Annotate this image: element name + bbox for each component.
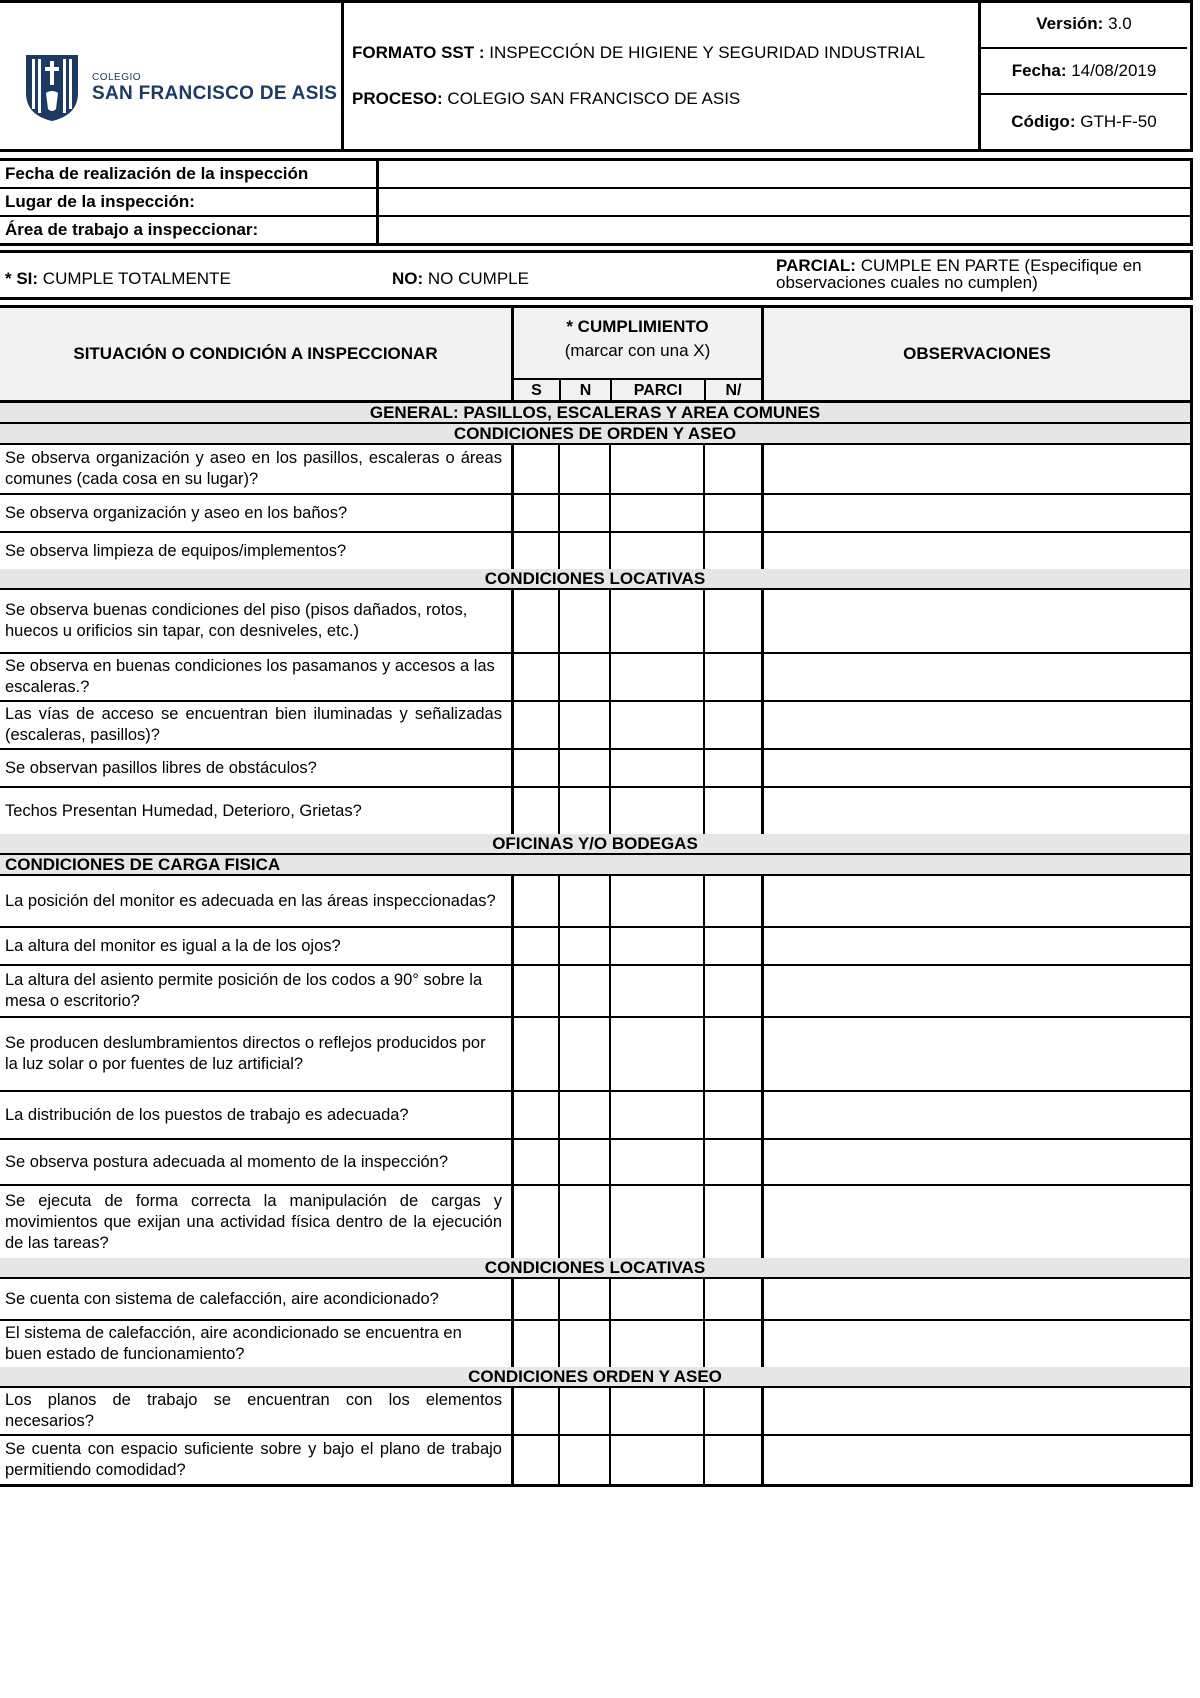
question-text: La distribución de los puestos de trabajo es adecuada? <box>5 1105 409 1124</box>
col-compliance <box>514 308 764 400</box>
cell-observations[interactable] <box>761 1436 1193 1484</box>
table-row <box>0 876 1190 928</box>
cell-parcial[interactable] <box>609 1140 705 1184</box>
cell-si[interactable] <box>511 654 561 700</box>
row-question <box>5 1388 502 1434</box>
cell-na[interactable] <box>703 1140 763 1184</box>
school-logo <box>22 53 337 123</box>
table-row <box>0 1388 1190 1436</box>
section-oficinas: OFICINAS Y/O BODEGAS <box>0 834 1190 855</box>
format-label: FORMATO SST : <box>352 43 485 62</box>
row-question <box>5 495 502 531</box>
legend-parcial-label: PARCIAL: <box>776 256 856 275</box>
subcol-s: S <box>514 380 561 402</box>
cell-observations[interactable] <box>761 1018 1193 1090</box>
cell-observations[interactable] <box>761 966 1193 1016</box>
cell-parcial[interactable] <box>609 788 705 834</box>
cell-na[interactable] <box>703 654 763 700</box>
question-text: Se cuenta con sistema de calefacción, aire acondicionado? <box>5 1289 439 1308</box>
section-locativas-2: CONDICIONES LOCATIVAS <box>0 1258 1190 1279</box>
section-carga-fisica: CONDICIONES DE CARGA FISICA <box>0 855 1190 876</box>
group-orden-aseo-2 <box>0 1388 1190 1484</box>
cell-observations[interactable] <box>761 1140 1193 1184</box>
version-label: Versión: <box>1036 14 1104 33</box>
table-row <box>0 1018 1190 1092</box>
question-text: Se observa postura adecuada al momento de la inspección? <box>5 1152 449 1171</box>
compliance-title: * CUMPLIMIENTO <box>566 317 709 336</box>
cell-no[interactable] <box>558 876 611 926</box>
form-header <box>0 0 1193 152</box>
table-row <box>0 702 1190 750</box>
logo-small-text: COLEGIO <box>92 71 142 83</box>
cell-observations[interactable] <box>761 1186 1193 1258</box>
group-locativas-2 <box>0 1279 1190 1367</box>
row-question <box>5 445 502 493</box>
cell-si[interactable] <box>511 1436 561 1484</box>
subcol-n: N <box>561 380 612 402</box>
table-row <box>0 966 1190 1018</box>
cell-no[interactable] <box>558 928 611 964</box>
question-text: Techos Presentan Humedad, Deterioro, Grietas? <box>5 801 362 820</box>
cell-parcial[interactable] <box>609 590 705 652</box>
info-label: Área de trabajo a inspeccionar: <box>5 220 259 239</box>
table-row <box>0 750 1190 788</box>
cell-observations[interactable] <box>761 1279 1193 1319</box>
col-situation: SITUACIÓN O CONDICIÓN A INSPECCIONAR <box>0 308 514 400</box>
cell-si[interactable] <box>511 928 561 964</box>
cell-na[interactable] <box>703 1321 763 1367</box>
cell-no[interactable] <box>558 788 611 834</box>
cell-na[interactable] <box>703 590 763 652</box>
row-question <box>5 1321 502 1367</box>
section-orden-aseo: CONDICIONES DE ORDEN Y ASEO <box>0 424 1190 445</box>
cell-no[interactable] <box>558 654 611 700</box>
cell-parcial[interactable] <box>609 966 705 1016</box>
process-line <box>352 89 740 109</box>
cell-na[interactable] <box>703 788 763 834</box>
cell-observations[interactable] <box>761 1321 1193 1367</box>
row-question <box>5 750 502 786</box>
cell-observations[interactable] <box>761 533 1193 569</box>
inspection-date-field[interactable] <box>376 161 1190 187</box>
cell-na[interactable] <box>703 495 763 531</box>
cell-na[interactable] <box>703 1279 763 1319</box>
cell-parcial[interactable] <box>609 1321 705 1367</box>
cell-observations[interactable] <box>761 590 1193 652</box>
inspection-info <box>0 158 1193 246</box>
cell-si[interactable] <box>511 590 561 652</box>
cell-observations[interactable] <box>761 702 1193 748</box>
table-row <box>0 1140 1190 1186</box>
cell-na[interactable] <box>703 876 763 926</box>
cell-observations[interactable] <box>761 750 1193 786</box>
legend-no <box>392 269 529 289</box>
legend-no-label: NO: <box>392 269 424 288</box>
code-box <box>981 95 1187 149</box>
cell-parcial[interactable] <box>609 1186 705 1258</box>
cell-na[interactable] <box>703 445 763 493</box>
cell-parcial[interactable] <box>609 654 705 700</box>
cell-si[interactable] <box>511 1321 561 1367</box>
table-header <box>0 308 1190 403</box>
question-text: Se ejecuta de forma correcta la manipulación de cargas y movimientos que exijan una actividad física dentro de la ejecución de las tareas? <box>5 1191 502 1252</box>
cell-na[interactable] <box>703 1092 763 1138</box>
legend-parcial-text: CUMPLE EN PARTE (Especifique en observaciones cuales no cumplen) <box>776 256 1142 292</box>
cell-na[interactable] <box>703 928 763 964</box>
cell-parcial[interactable] <box>609 876 705 926</box>
cell-si[interactable] <box>511 495 561 531</box>
logo-text <box>92 72 337 105</box>
table-row <box>0 788 1190 834</box>
format-line <box>352 43 925 63</box>
cell-si[interactable] <box>511 1186 561 1258</box>
cell-no[interactable] <box>558 1321 611 1367</box>
legend-no-text: NO CUMPLE <box>427 269 529 288</box>
cell-no[interactable] <box>558 702 611 748</box>
row-question <box>5 533 502 569</box>
legend-si <box>5 269 231 289</box>
table-row <box>0 654 1190 702</box>
cell-observations[interactable] <box>761 1388 1193 1434</box>
row-question <box>5 1279 502 1319</box>
info-label: Fecha de realización de la inspección <box>5 164 309 183</box>
question-text: Se observa organización y aseo en los baños? <box>5 503 348 522</box>
format-value: INSPECCIÓN DE HIGIENE Y SEGURIDAD INDUSTRIAL <box>489 43 926 62</box>
row-question <box>5 1436 502 1484</box>
cell-observations[interactable] <box>761 445 1193 493</box>
cell-si[interactable] <box>511 788 561 834</box>
cell-si[interactable] <box>511 445 561 493</box>
cell-na[interactable] <box>703 966 763 1016</box>
cell-na[interactable] <box>703 1436 763 1484</box>
cell-no[interactable] <box>558 1140 611 1184</box>
table-row <box>0 1436 1190 1484</box>
process-label: PROCESO: <box>352 89 443 108</box>
subcol-parcial: PARCI <box>612 380 706 402</box>
row-question <box>5 966 502 1016</box>
row-question <box>5 590 502 652</box>
cell-parcial[interactable] <box>609 1092 705 1138</box>
row-question <box>5 1092 502 1138</box>
cell-parcial[interactable] <box>609 1018 705 1090</box>
cell-observations[interactable] <box>761 654 1193 700</box>
question-text: La posición del monitor es adecuada en las áreas inspeccionadas? <box>5 891 496 910</box>
cell-observations[interactable] <box>761 928 1193 964</box>
row-question <box>5 654 502 700</box>
cell-si[interactable] <box>511 1279 561 1319</box>
section-locativas: CONDICIONES LOCATIVAS <box>0 569 1190 590</box>
cell-no[interactable] <box>558 1436 611 1484</box>
cell-na[interactable] <box>703 702 763 748</box>
table-row <box>0 495 1190 533</box>
section-general: GENERAL: PASILLOS, ESCALERAS Y AREA COMUNES <box>0 403 1190 424</box>
question-text: Se cuenta con espacio suficiente sobre y bajo el plano de trabajo permitiendo comodidad? <box>5 1440 502 1479</box>
info-label: Lugar de la inspección: <box>5 192 195 211</box>
table-row <box>0 928 1190 966</box>
compliance-hint: (marcar con una X) <box>564 341 711 360</box>
section-orden-aseo-2: CONDICIONES ORDEN Y ASEO <box>0 1367 1190 1388</box>
date-box <box>981 49 1187 95</box>
cell-na[interactable] <box>703 1186 763 1258</box>
cell-si[interactable] <box>511 1018 561 1090</box>
row-question <box>5 928 502 964</box>
cell-no[interactable] <box>558 750 611 786</box>
cell-parcial[interactable] <box>609 928 705 964</box>
cell-no[interactable] <box>558 495 611 531</box>
cell-parcial[interactable] <box>609 1388 705 1434</box>
question-text: La altura del asiento permite posición de los codos a 90° sobre la mesa o escritorio? <box>5 971 483 1010</box>
logo-cell <box>0 3 344 149</box>
table-row <box>0 1321 1190 1367</box>
date-label: Fecha: <box>1011 61 1067 80</box>
row-question <box>5 788 502 834</box>
legend-si-text: CUMPLE TOTALMENTE <box>42 269 231 288</box>
cell-no[interactable] <box>558 1279 611 1319</box>
cell-si[interactable] <box>511 533 561 569</box>
cell-si[interactable] <box>511 750 561 786</box>
cell-no[interactable] <box>558 590 611 652</box>
group-locativas <box>0 590 1190 834</box>
shield-icon <box>22 53 82 123</box>
table-row <box>0 1279 1190 1321</box>
row-question <box>5 1140 502 1184</box>
info-row-place <box>0 189 1190 217</box>
cell-si[interactable] <box>511 702 561 748</box>
table-row <box>0 533 1190 569</box>
cell-no[interactable] <box>558 1092 611 1138</box>
info-row-area <box>0 217 1190 243</box>
code-value: GTH-F-50 <box>1080 112 1157 131</box>
cell-parcial[interactable] <box>609 1436 705 1484</box>
table-row <box>0 1092 1190 1140</box>
table-row <box>0 590 1190 654</box>
version-cell <box>981 3 1187 149</box>
cell-observations[interactable] <box>761 876 1193 926</box>
subcol-na: N/ <box>725 382 742 399</box>
cell-na[interactable] <box>703 533 763 569</box>
question-text: Se observa buenas condiciones del piso (pisos dañados, rotos, huecos u orificios sin tapar, con desniveles, etc.) <box>5 601 468 640</box>
process-value: COLEGIO SAN FRANCISCO DE ASIS <box>447 89 741 108</box>
code-label: Código: <box>1011 112 1076 131</box>
cell-na[interactable] <box>703 1018 763 1090</box>
cell-na[interactable] <box>703 1388 763 1434</box>
compliance-legend <box>0 250 1193 300</box>
question-text: Los planos de trabajo se encuentran con los elementos necesarios? <box>5 1391 502 1430</box>
cell-observations[interactable] <box>761 788 1193 834</box>
logo-school-name: SAN FRANCISCO DE ASIS <box>92 82 338 104</box>
legend-si-label: * SI: <box>5 269 39 288</box>
legend-parcial <box>776 257 1186 291</box>
version-box <box>981 3 1187 49</box>
question-text: Las vías de acceso se encuentran bien iluminadas y señalizadas (escaleras, pasillos)? <box>5 705 502 744</box>
cell-na[interactable] <box>703 750 763 786</box>
cell-si[interactable] <box>511 966 561 1016</box>
cell-no[interactable] <box>558 1186 611 1258</box>
cell-no[interactable] <box>558 966 611 1016</box>
info-row-date <box>0 161 1190 189</box>
table-row <box>0 445 1190 495</box>
cell-parcial[interactable] <box>609 750 705 786</box>
cell-observations[interactable] <box>761 1092 1193 1138</box>
cell-parcial[interactable] <box>609 533 705 569</box>
col-observations: OBSERVACIONES <box>903 344 1051 363</box>
question-text: Se observan pasillos libres de obstáculos? <box>5 758 317 777</box>
cell-parcial[interactable] <box>609 445 705 493</box>
inspection-table <box>0 305 1193 1487</box>
question-text: La altura del monitor es igual a la de los ojos? <box>5 936 341 955</box>
cell-parcial[interactable] <box>609 495 705 531</box>
cell-si[interactable] <box>511 1092 561 1138</box>
version-value: 3.0 <box>1108 14 1132 33</box>
row-question <box>5 702 502 748</box>
cell-no[interactable] <box>558 1018 611 1090</box>
question-text: Se observa en buenas condiciones los pasamanos y accesos a las escaleras.? <box>5 657 495 696</box>
table-row <box>0 1186 1190 1258</box>
compliance-subcols <box>514 378 761 402</box>
inspection-place-field[interactable] <box>376 189 1190 215</box>
cell-parcial[interactable] <box>609 702 705 748</box>
cell-si[interactable] <box>511 1388 561 1434</box>
row-question <box>5 1018 502 1090</box>
date-value: 14/08/2019 <box>1071 61 1157 80</box>
work-area-field[interactable] <box>376 217 1190 243</box>
row-question <box>5 876 502 926</box>
question-text: Se producen deslumbramientos directos o reflejos producidos por la luz solar o por fuentes de luz artificial? <box>5 1034 486 1073</box>
cell-no[interactable] <box>558 1388 611 1434</box>
cell-no[interactable] <box>558 533 611 569</box>
cell-observations[interactable] <box>761 495 1193 531</box>
format-cell <box>344 3 981 149</box>
question-text: Se observa limpieza de equipos/implementos? <box>5 541 347 560</box>
cell-si[interactable] <box>511 876 561 926</box>
question-text: Se observa organización y aseo en los pasillos, escaleras o áreas comunes (cada cosa en su lugar)? <box>5 449 502 488</box>
group-carga-fisica <box>0 876 1190 1258</box>
cell-si[interactable] <box>511 1140 561 1184</box>
cell-no[interactable] <box>558 445 611 493</box>
question-text: El sistema de calefacción, aire acondicionado se encuentra en buen estado de funcionamiento? <box>5 1324 462 1363</box>
group-orden-aseo <box>0 445 1190 569</box>
row-question <box>5 1186 502 1258</box>
cell-parcial[interactable] <box>609 1279 705 1319</box>
